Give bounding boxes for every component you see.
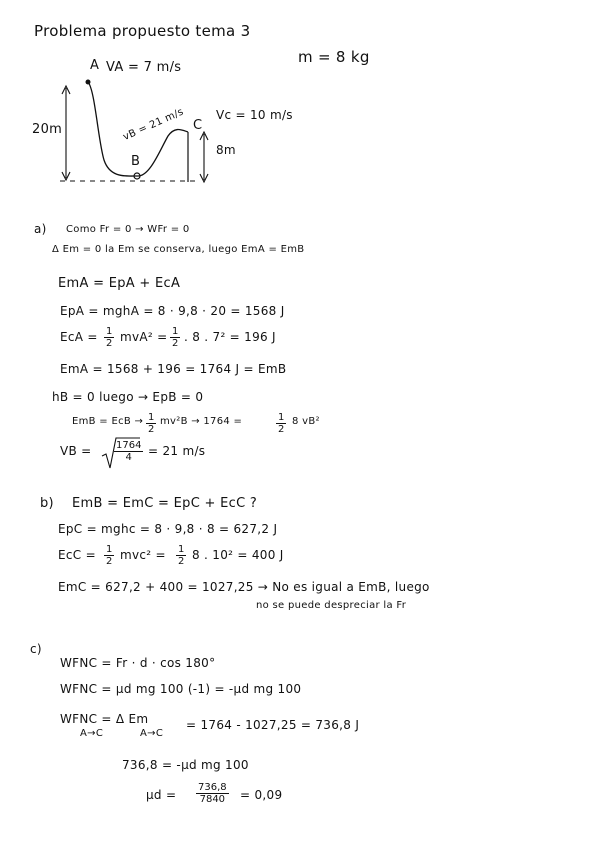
page-title: Problema propuesto tema 3 [34, 22, 251, 40]
part-a-line5-mid: mvA² = [120, 330, 168, 344]
part-a-line7: hB = 0 luego → EpB = 0 [52, 390, 204, 404]
fraction-half: $\frac{1}{2}$ [172, 326, 179, 349]
part-a-line9-lhs: VB = [60, 444, 92, 458]
part-b-line1: EmB = EmC = EpC + EcC ? [72, 496, 258, 511]
velocity-b: vB = 21 m/s [121, 106, 186, 143]
part-b-line5: no se puede despreciar la Fr [256, 600, 407, 611]
velocity-a: VA = 7 m/s [106, 60, 182, 75]
mass-value: m = 8 kg [298, 48, 370, 66]
fraction-half: $\frac{1}{2}$ [178, 544, 185, 567]
part-b-line3-lhs: EcC = [58, 548, 96, 562]
point-c-label: C [193, 118, 203, 133]
part-a-line5-rhs: . 8 . 7² = 196 J [184, 330, 276, 344]
part-c-label: c) [30, 642, 42, 656]
part-b-label: b) [40, 496, 54, 511]
sqrt-fraction: $\frac{1764}{4}$ [116, 440, 142, 463]
part-a-line4: EpA = mghA = 8 · 9,8 · 20 = 1568 J [60, 304, 285, 318]
part-c-line1: WFNC = Fr · d · cos 180° [60, 656, 216, 670]
point-a-marker [86, 80, 91, 85]
part-a-line5-lhs: EcA = [60, 330, 98, 344]
part-c-line3-sub2: A→C [140, 728, 164, 739]
part-c-line3-sub1: A→C [80, 728, 104, 739]
part-a-line8-mid: mv²B → 1764 = [160, 416, 243, 427]
part-a-line3: EmA = EpA + EcA [58, 276, 181, 291]
part-a-label: a) [34, 222, 47, 236]
part-c-line3: WFNC = Δ Em [60, 712, 149, 726]
part-a-line6: EmA = 1568 + 196 = 1764 J = EmB [60, 362, 287, 376]
part-c-line5-rhs: = 0,09 [240, 788, 283, 802]
part-c-line3-rhs: = 1764 - 1027,25 = 736,8 J [186, 718, 360, 732]
point-b-label: B [131, 154, 141, 169]
height-a-label: 20m [32, 122, 63, 137]
track-diagram [0, 0, 600, 200]
part-a-line1: Como Fr = 0 → WFr = 0 [66, 224, 190, 235]
part-c-line4: 736,8 = -μd mg 100 [122, 758, 249, 772]
part-b-line2: EpC = mghc = 8 · 9,8 · 8 = 627,2 J [58, 522, 278, 536]
part-c-line2: WFNC = μd mg 100 (-1) = -μd mg 100 [60, 682, 302, 696]
fraction-half: $\frac{1}{2}$ [106, 544, 113, 567]
fraction-half: $\frac{1}{2}$ [148, 412, 155, 435]
part-c-line5-lhs: μd = [146, 788, 177, 802]
part-a-line8-lhs: EmB = EcB → [72, 416, 144, 427]
velocity-c: Vc = 10 m/s [216, 108, 293, 122]
height-c-label: 8m [216, 143, 236, 157]
part-a-line8-rhs: 8 vB² [292, 416, 320, 427]
fraction-half: $\frac{1}{2}$ [106, 326, 113, 349]
mu-fraction: $\frac{736,8}{7840}$ [198, 782, 227, 805]
point-a-label: A [90, 58, 100, 73]
fraction-half: $\frac{1}{2}$ [278, 412, 285, 435]
part-a-line9-rhs: = 21 m/s [148, 444, 206, 458]
part-b-line4: EmC = 627,2 + 400 = 1027,25 → No es igual a EmB, luego [58, 580, 430, 594]
part-a-line2: Δ Em = 0 la Em se conserva, luego EmA = EmB [52, 244, 305, 255]
part-b-line3-rhs: 8 . 10² = 400 J [192, 548, 284, 562]
part-b-line3-mid: mvc² = [120, 548, 166, 562]
